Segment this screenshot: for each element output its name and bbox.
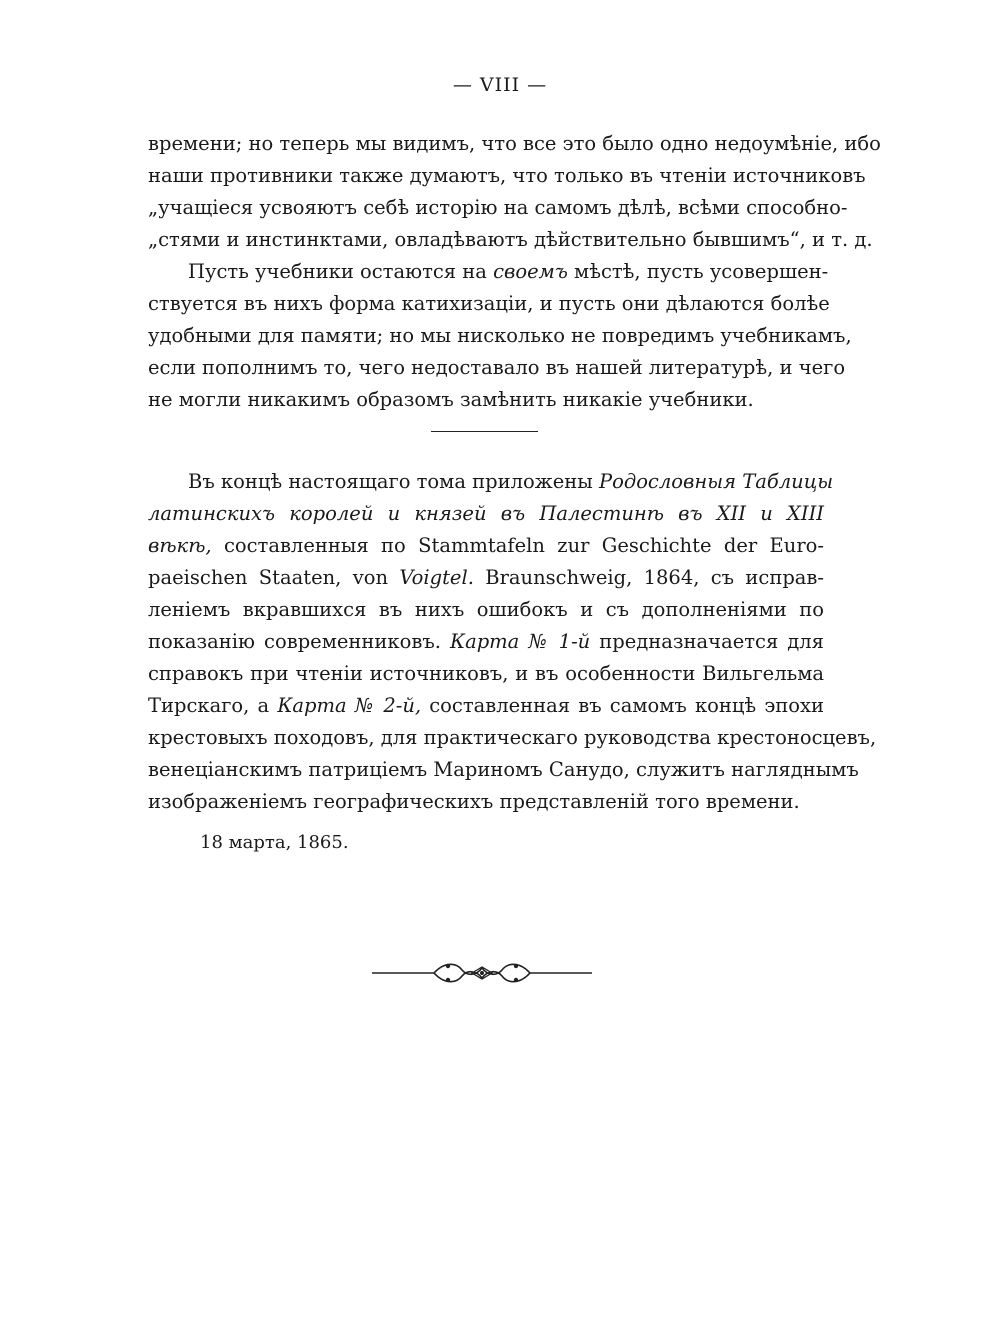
page-number: — VIII — xyxy=(452,74,548,96)
text-line: справокъ при чтеніи источниковъ, и въ особенности Вильгельма xyxy=(148,662,824,685)
text-run: мѣстѣ, пусть усовершен- xyxy=(567,260,829,283)
text-line: „учащіеся усвояютъ себѣ исторію на самомъ дѣлѣ, всѣми способно- xyxy=(148,196,848,219)
text-run: составленныя по Stammtafeln zur Geschichte der Euro- xyxy=(211,534,824,557)
text-run: Тирскаго, а xyxy=(148,694,278,717)
text-run: показанію современниковъ. xyxy=(148,630,450,653)
italic-run: Родословныя Таблицы xyxy=(598,470,834,493)
text-line: наши противники также думаютъ, что только въ чтеніи источниковъ xyxy=(148,164,866,187)
text-line xyxy=(148,690,824,722)
italic-run: вѣкѣ, xyxy=(148,534,212,557)
text-run: Пусть учебники остаются на xyxy=(188,260,494,283)
italic-run: Карта № 2-й, xyxy=(277,694,422,717)
text-run: Въ концѣ настоящаго тома приложены xyxy=(188,470,599,493)
text-line xyxy=(148,626,824,658)
text-line xyxy=(148,562,824,594)
italic-run: Voigtel. xyxy=(399,566,474,589)
text-line: крестовыхъ походовъ, для практическаго руководства крестоносцевъ, xyxy=(148,726,877,749)
italic-run: Карта № 1-й xyxy=(449,630,591,653)
text-run: составленная въ самомъ концѣ эпохи xyxy=(421,694,824,717)
text-line: не могли никакимъ образомъ замѣнить никакіе учебники. xyxy=(148,388,754,411)
date-line: 18 марта, 1865. xyxy=(200,832,349,853)
text-line: леніемъ вкравшихся въ нихъ ошибокъ и съ дополненіями по xyxy=(148,598,824,621)
text-line: удобными для памяти; но мы нисколько не повредимъ учебникамъ, xyxy=(148,324,852,347)
text-line: времени; но теперь мы видимъ, что все это было одно недоумѣніе, ибо xyxy=(148,132,881,155)
section-divider xyxy=(431,431,538,432)
text-run: paeischen Staaten, von xyxy=(148,566,400,589)
text-run: предназначается для xyxy=(590,630,824,653)
text-line xyxy=(148,530,824,562)
text-line: ствуется въ нихъ форма катихизаціи, и пусть они дѣлаются болѣе xyxy=(148,292,830,315)
text-run: Braunschweig, 1864, съ исправ- xyxy=(473,566,824,589)
text-line: изображеніемъ географическихъ представленій того времени. xyxy=(148,790,800,813)
text-line: латинскихъ королей и князей въ Палестинѣ въ XII и XIII xyxy=(148,502,824,525)
text-line: „стями и инстинктами, овладѣваютъ дѣйствительно бывшимъ“, и т. д. xyxy=(148,228,873,251)
text-line xyxy=(188,466,834,498)
ornament-icon xyxy=(372,958,592,988)
text-line xyxy=(188,256,829,288)
text-line: если пополнимъ то, чего недоставало въ нашей литературѣ, и чего xyxy=(148,356,846,379)
italic-run: своемъ xyxy=(493,260,568,283)
text-line: венеціанскимъ патриціемъ Мариномъ Санудо, служитъ нагляднымъ xyxy=(148,758,859,781)
